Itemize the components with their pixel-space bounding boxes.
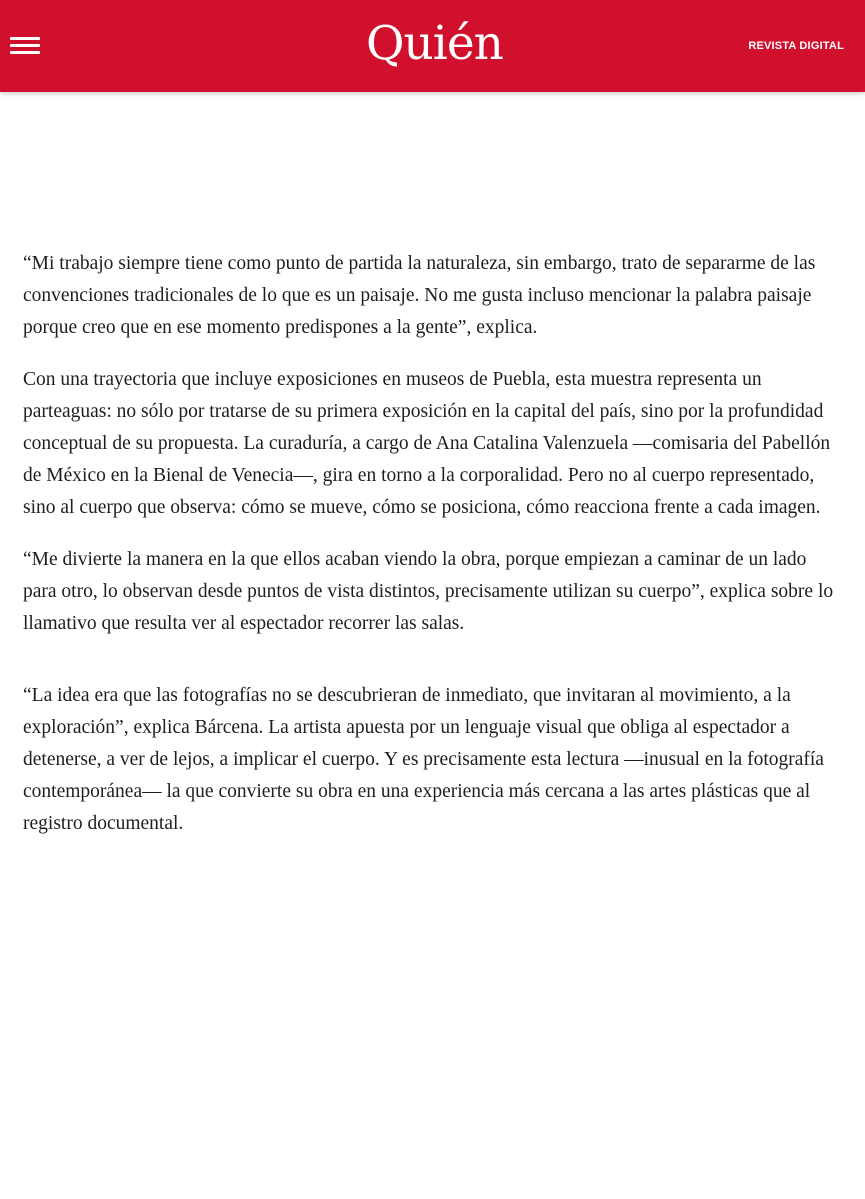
article-paragraph: “La idea era que las fotografías no se descubrieran de inmediato, que invitaran al movimiento, a la exploración”, explica Bárcena. La artista apuesta por un lenguaje visual que obliga al espectador a detenerse, a ver de lejos, a implicar el cuerpo. Y es precisamente esta lectura —inusual en la fotografía contemporánea— la que convierte su obra en una experiencia más cercana a las artes plásticas que al registro documental.	[23, 685, 824, 834]
hamburger-menu-icon[interactable]	[10, 34, 42, 58]
site-header	[0, 0, 865, 92]
revista-digital-link[interactable]: REVISTA DIGITAL	[748, 40, 844, 52]
menu-line	[10, 51, 40, 54]
article-paragraph: “Mi trabajo siempre tiene como punto de partida la naturaleza, sin embargo, trato de separarme de las convenciones tradicionales de lo que es un paisaje. No me gusta incluso mencionar la palabra paisaje porque creo que en ese momento predispones a la gente”, explica.	[23, 253, 816, 338]
menu-line	[10, 44, 40, 47]
quien-logo[interactable]: Quién	[366, 16, 503, 71]
article-paragraph: “Me divierte la manera en la que ellos acaban viendo la obra, porque empiezan a caminar de un lado para otro, lo observan desde puntos de vista distintos, precisamente utilizan su cuerpo”, explica sobre lo llamativo que resulta ver al espectador recorrer las salas.	[23, 549, 834, 634]
menu-line	[10, 37, 40, 40]
article-body	[23, 248, 843, 840]
article-paragraph: Con una trayectoria que incluye exposiciones en museos de Puebla, esta muestra representa un parteaguas: no sólo por tratarse de su primera exposición en la capital del país, sino por la profundidad conceptual de su propuesta. La curaduría, a cargo de Ana Catalina Valenzuela —comisaria del Pabellón de México en la Bienal de Venecia—, gira en torno a la corporalidad. Pero no al cuerpo representado, sino al cuerpo que observa: cómo se mueve, cómo se posiciona, cómo reacciona frente a cada imagen.	[23, 369, 831, 518]
